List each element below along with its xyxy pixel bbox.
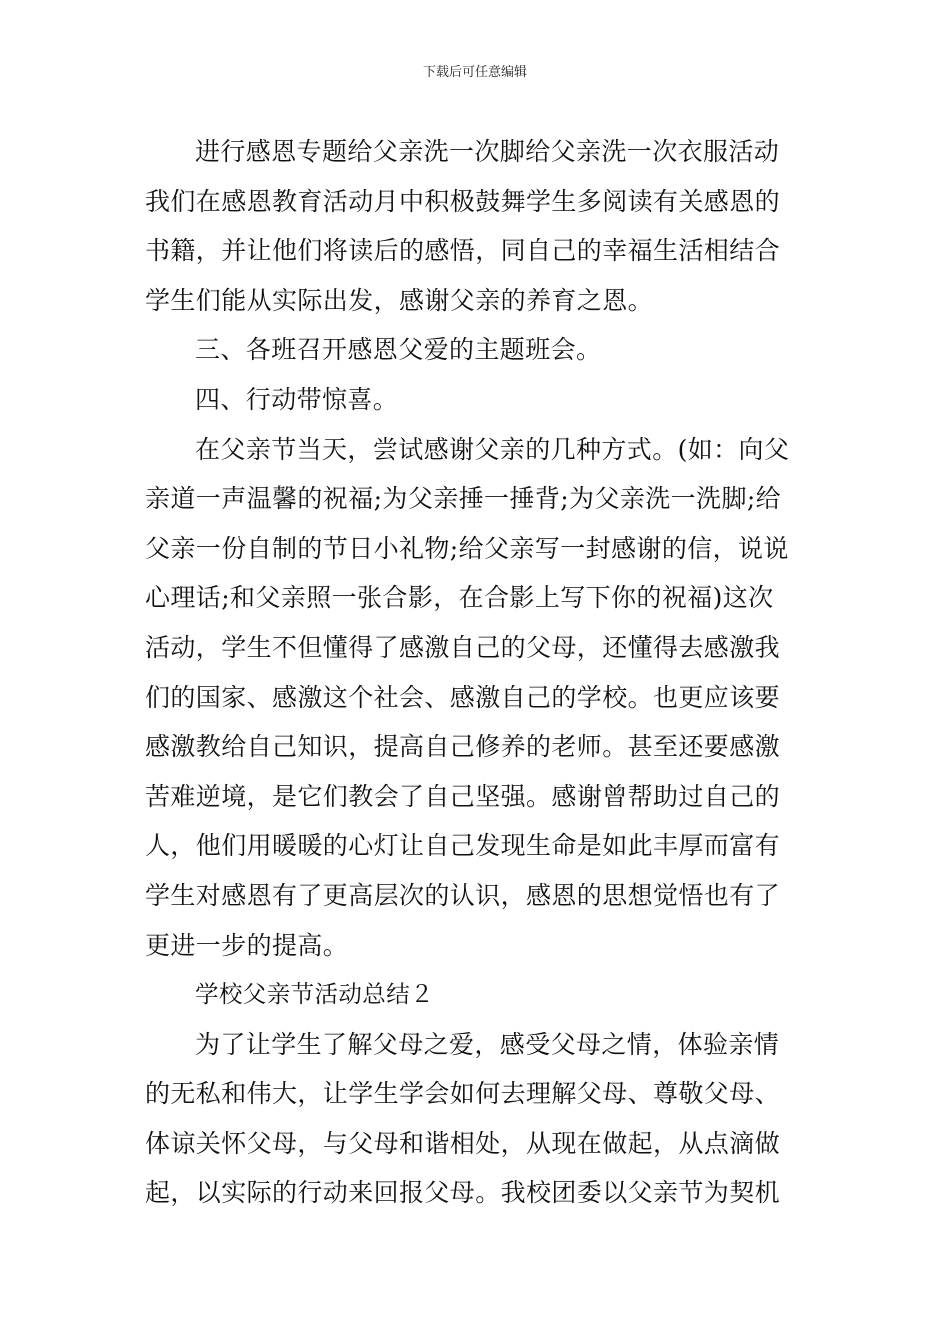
paragraph-line: 起，以实际的行动来回报父母。我校团委以父亲节为契机: [145, 1178, 781, 1208]
paragraph-line: 书籍，并让他们将读后的感悟，同自己的幸福生活相结合: [145, 236, 781, 266]
page-header-note: 下载后可任意编辑: [422, 65, 527, 80]
paragraph-line: 更进一步的提高。: [145, 930, 349, 960]
paragraph-line: 父亲一份自制的节日小礼物;给父亲写一封感谢的信，说说: [145, 533, 789, 563]
paragraph-line: 进行感恩专题给父亲洗一次脚给父亲洗一次衣服活动: [195, 137, 780, 166]
paragraph-line: 在父亲节当天，尝试感谢父亲的几种方式。(如：向父: [195, 434, 790, 464]
paragraph-line: 人，他们用暖暖的心灯让自己发现生命是如此丰厚而富有: [145, 831, 781, 861]
paragraph-line: 亲道一声温馨的祝福;为父亲捶一捶背;为父亲洗一洗脚;给: [145, 484, 782, 514]
paragraph-line: 心理话;和父亲照一张合影，在合影上写下你的祝福)这次: [145, 583, 774, 613]
paragraph-line: 学生对感恩有了更高层次的认识，感恩的思想觉悟也有了: [145, 880, 781, 910]
paragraph-line: 的无私和伟大，让学生学会如何去理解父母、尊敬父母、: [145, 1079, 781, 1109]
paragraph-line: 为了让学生了解父母之爱，感受父母之情，体验亲情: [195, 1029, 780, 1059]
document-body: [145, 127, 810, 1218]
paragraph-line: 我们在感恩教育活动月中积极鼓舞学生多阅读有关感恩的: [145, 186, 781, 216]
paragraph-line: 活动，学生不但懂得了感激自己的父母，还懂得去感激我: [145, 632, 781, 662]
paragraph-line: 学生们能从实际出发，感谢父亲的养育之恩。: [145, 285, 654, 315]
section-heading: 三、各班召开感恩父爱的主题班会。: [195, 335, 602, 365]
paragraph-line: 们的国家、感激这个社会、感激自己的学校。也更应该要: [145, 682, 781, 712]
article-subtitle: 学校父亲节活动总结２: [195, 980, 434, 1009]
paragraph-line: 苦难逆境，是它们教会了自己坚强。感谢曾帮助过自己的: [145, 781, 781, 811]
paragraph-line: 体谅关怀父母，与父母和谐相处，从现在做起，从点滴做: [145, 1128, 781, 1158]
section-heading: 四、行动带惊喜。: [195, 384, 399, 414]
paragraph-line: 感激教给自己知识，提高自己修养的老师。甚至还要感激: [145, 732, 781, 762]
